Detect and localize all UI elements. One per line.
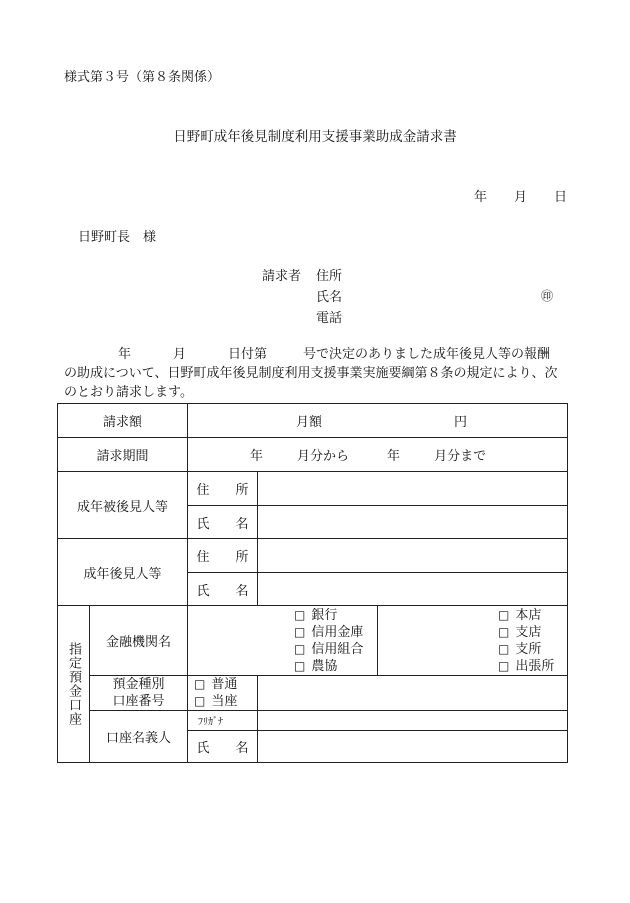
deposit-type-option[interactable]: □ 普通 (194, 677, 238, 692)
guardian-name-label: 氏 名 (188, 573, 258, 606)
account-number-label: 口座番号 (112, 694, 165, 709)
ward-address-row (58, 472, 568, 506)
guardian-address-label: 住 所 (188, 539, 258, 573)
date-month: 月 (514, 190, 528, 205)
amount-label: 請求額 (58, 404, 188, 438)
checkbox-icon[interactable]: □ (194, 694, 206, 708)
checkbox-icon[interactable]: □ (294, 658, 306, 673)
furigana-field[interactable] (258, 711, 568, 731)
furigana-row (58, 711, 568, 731)
guardian-address-field[interactable] (258, 539, 568, 573)
checkbox-icon[interactable]: □ (498, 607, 510, 622)
request-form-table (57, 403, 568, 763)
ward-name-label: 氏 名 (188, 506, 258, 539)
deposit-row (58, 676, 568, 711)
requester-label: 請求者 (262, 269, 302, 284)
addressee: 日野町長 様 (78, 230, 157, 245)
ward-name-field[interactable] (258, 506, 568, 539)
checkbox-icon[interactable]: □ (294, 624, 306, 639)
period-field[interactable]: 年 月分から 年 月分まで (188, 438, 568, 472)
document-title: 日野町成年後見制度利用支援事業助成金請求書 (173, 129, 457, 145)
deposit-type-option[interactable]: □ 当座 (194, 694, 238, 709)
institution-type-option[interactable]: □ 信用組合 (294, 641, 364, 657)
deposit-label-cell (90, 676, 188, 711)
branch-type-list (498, 607, 567, 675)
amount-row (58, 404, 568, 438)
guardian-address-row (58, 539, 568, 573)
deposit-type-cell (188, 676, 258, 711)
deposit-type-label: 預金種別 (112, 677, 165, 692)
requester-phone-label: 電話 (316, 311, 343, 326)
branch-type-option[interactable]: □ 本店 (498, 607, 542, 623)
institution-type-cell (188, 606, 378, 676)
holder-name-field[interactable] (258, 731, 568, 763)
checkbox-icon[interactable]: □ (194, 677, 206, 691)
holder-label: 口座名義人 (90, 711, 188, 763)
institution-type-list (294, 607, 377, 675)
amount-field[interactable] (188, 404, 568, 438)
checkbox-icon[interactable]: □ (294, 641, 306, 656)
institution-type-option[interactable]: □ 銀行 (294, 607, 338, 623)
seal-mark: ㊞ (541, 289, 554, 303)
checkbox-icon[interactable]: □ (498, 658, 510, 673)
monthly-label: 月額 (296, 415, 323, 430)
institution-label: 金融機関名 (90, 606, 188, 676)
institution-type-option[interactable]: □ 農協 (294, 658, 338, 674)
ward-address-label: 住 所 (188, 472, 258, 506)
period-label: 請求期間 (58, 438, 188, 472)
guardian-name-field[interactable] (258, 573, 568, 606)
statement-line-1: 年 月 日付第 号で決定のありました成年後見人等の報酬 (118, 347, 551, 362)
branch-type-option[interactable]: □ 出張所 (498, 658, 555, 674)
branch-type-option[interactable]: □ 支店 (498, 624, 542, 640)
date-day: 日 (554, 190, 568, 205)
statement-line-2: の助成について、日野町成年後見制度利用支援事業実施要綱第８条の規定により、次 (64, 366, 558, 381)
statement-line-3: のとおり請求します。 (64, 385, 193, 400)
holder-name-label: 氏 名 (188, 731, 258, 763)
institution-type-option[interactable]: □ 信用金庫 (294, 624, 364, 640)
guardian-label: 成年後見人等 (58, 539, 188, 606)
form-id: 様式第３号（第８条関係） (64, 70, 221, 85)
requester-name-label: 氏名 (316, 290, 343, 305)
account-label-cell (58, 606, 90, 763)
furigana-label: ﾌﾘｶﾞﾅ (188, 711, 258, 731)
yen-label: 円 (454, 415, 468, 430)
account-number-field[interactable] (258, 676, 568, 711)
branch-type-cell (378, 606, 568, 676)
ward-label: 成年被後見人等 (58, 472, 188, 539)
deposit-type-list (194, 676, 257, 710)
date-year: 年 (474, 190, 488, 205)
institution-row (58, 606, 568, 676)
period-row (58, 438, 568, 472)
requester-address-label: 住所 (316, 269, 343, 284)
checkbox-icon[interactable]: □ (294, 607, 306, 622)
account-label: 指定預金口座 (66, 642, 81, 726)
checkbox-icon[interactable]: □ (498, 641, 510, 656)
ward-address-field[interactable] (258, 472, 568, 506)
checkbox-icon[interactable]: □ (498, 624, 510, 639)
request-statement (64, 345, 570, 402)
branch-type-option[interactable]: □ 支所 (498, 641, 542, 657)
